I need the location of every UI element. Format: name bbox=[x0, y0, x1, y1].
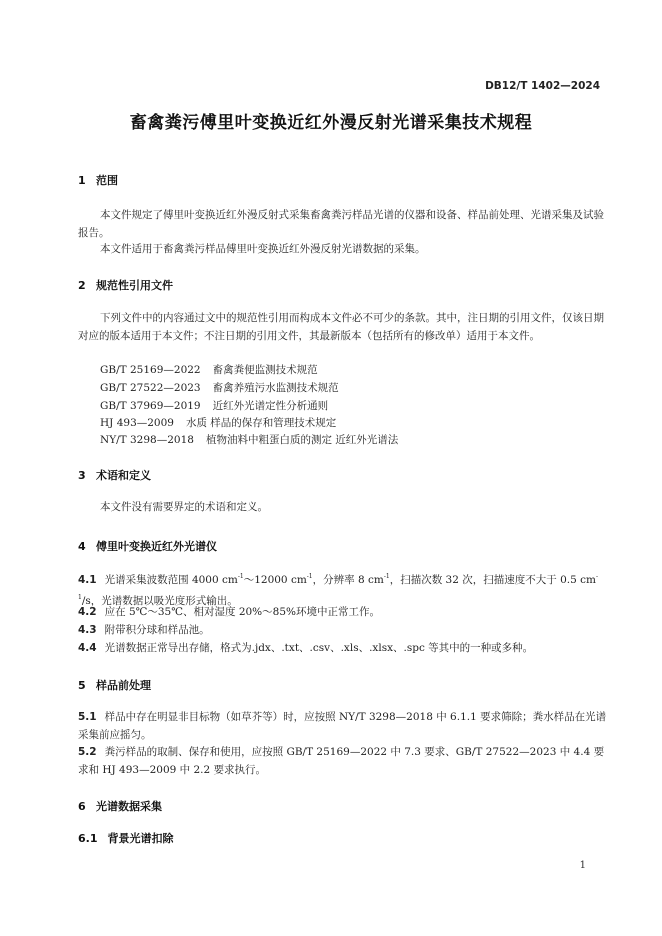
reference-name: 水质 样品的保存和管理技术规定 bbox=[185, 417, 337, 429]
clause-text: ，分辨率 8 cm bbox=[312, 574, 384, 586]
clause-number: 4.2 bbox=[78, 606, 97, 618]
reference-name: 近红外光谱定性分析通则 bbox=[212, 400, 329, 412]
clause-text: ～12000 cm bbox=[243, 574, 307, 586]
subsection-6-1-heading bbox=[78, 830, 174, 846]
reference-code: GB/T 27522—2023 bbox=[100, 382, 201, 394]
standard-code: DB12/T 1402—2024 bbox=[485, 80, 600, 92]
subsection-title: 背景光谱扣除 bbox=[107, 832, 174, 845]
section-number: 5 bbox=[78, 679, 86, 692]
reference-item bbox=[100, 380, 339, 395]
section-title: 傅里叶变换近红外光谱仪 bbox=[96, 540, 217, 553]
clause-number: 4.3 bbox=[78, 624, 97, 636]
reference-item bbox=[100, 362, 318, 377]
scope-paragraph-2: 本文件适用于畜禽粪污样品傅里叶变换近红外漫反射光谱数据的采集。 bbox=[100, 243, 426, 255]
reference-code: GB/T 37969—2019 bbox=[100, 400, 201, 412]
clause-number: 4.4 bbox=[78, 642, 97, 654]
reference-name: 畜禽养殖污水监测技术规范 bbox=[212, 382, 339, 394]
superscript: -1 bbox=[383, 573, 390, 580]
section-2-heading bbox=[78, 277, 173, 293]
section-5-heading bbox=[78, 677, 151, 693]
reference-code: NY/T 3298—2018 bbox=[100, 434, 194, 446]
clause-4-2 bbox=[78, 603, 608, 621]
superscript: -1 bbox=[306, 573, 313, 580]
section-3-heading bbox=[78, 467, 151, 483]
section-6-heading bbox=[78, 798, 162, 814]
clause-5-1 bbox=[78, 708, 608, 744]
terms-paragraph: 本文件没有需要界定的术语和定义。 bbox=[100, 501, 268, 513]
section-1-heading bbox=[78, 172, 118, 188]
document-title: 畜禽粪污傅里叶变换近红外漫反射光谱采集技术规程 bbox=[129, 113, 533, 133]
section-number: 1 bbox=[78, 174, 86, 187]
section-title: 范围 bbox=[96, 174, 118, 187]
clause-number: 5.2 bbox=[78, 746, 97, 758]
clause-text: 样品中存在明显非目标物（如草芥等）时，应按照 NY/T 3298—2018 中 6.1.1 要求筛除；粪水样品在光谱采集前应摇匀。 bbox=[78, 711, 607, 741]
section-number: 2 bbox=[78, 279, 86, 292]
clause-text: 附带积分球和样品池。 bbox=[104, 624, 210, 636]
section-number: 6 bbox=[78, 800, 86, 813]
clause-number: 4.1 bbox=[78, 574, 97, 586]
section-title: 光谱数据采集 bbox=[96, 800, 162, 813]
clause-text: /s，光谱数据以吸光度形式输出。 bbox=[81, 595, 238, 607]
reference-code: GB/T 25169—2022 bbox=[100, 364, 201, 376]
superscript: -1 bbox=[237, 573, 244, 580]
subsection-number: 6.1 bbox=[78, 832, 98, 845]
normative-references-paragraph: 下列文件中的内容通过文中的规范性引用而构成本文件必不可少的条款。其中，注日期的引用文件，仅该日期对应的版本适用于本文件；不注日期的引用文件，其最新版本（包括所有的修改单）适用于本文件。 bbox=[78, 312, 604, 342]
section-number: 4 bbox=[78, 540, 86, 553]
clause-text: 光谱数据正常导出存储，格式为.jdx、.txt、.csv、.xls、.xlsx、.spc 等其中的一种或多种。 bbox=[104, 642, 534, 654]
scope-paragraph-1: 本文件规定了傅里叶变换近红外漫反射式采集畜禽粪污样品光谱的仪器和设备、样品前处理、光谱采集及试验报告。 bbox=[78, 209, 604, 239]
reference-name: 植物油料中粗蛋白质的测定 近红外光谱法 bbox=[205, 434, 399, 446]
clause-text: 光谱采集波数范围 4000 cm bbox=[104, 574, 238, 586]
reference-item bbox=[100, 398, 328, 413]
clause-5-2 bbox=[78, 743, 608, 779]
section-title: 术语和定义 bbox=[96, 469, 151, 482]
clause-4-3 bbox=[78, 621, 608, 639]
section-4-heading bbox=[78, 538, 217, 554]
clause-number: 5.1 bbox=[78, 711, 97, 723]
reference-name: 畜禽粪便监测技术规范 bbox=[212, 364, 318, 376]
clause-text: ，扫描次数 32 次，扫描速度不大于 0.5 cm bbox=[389, 574, 596, 586]
section-title: 样品前处理 bbox=[96, 679, 151, 692]
page-number: 1 bbox=[579, 860, 586, 871]
reference-item bbox=[100, 415, 336, 430]
reference-item bbox=[100, 432, 398, 447]
section-title: 规范性引用文件 bbox=[96, 279, 173, 292]
reference-code: HJ 493—2009 bbox=[100, 417, 174, 429]
section-number: 3 bbox=[78, 469, 86, 482]
superscript: -1 bbox=[78, 573, 598, 601]
clause-4-4 bbox=[78, 639, 608, 657]
clause-text: 粪污样品的取制、保存和使用，应按照 GB/T 25169—2022 中 7.3 要求、GB/T 27522—2023 中 4.4 要求和 HJ 493—2009 中 2.2 要求执行。 bbox=[78, 746, 605, 776]
clause-text: 应在 5℃～35℃、相对湿度 20%～85%环境中正常工作。 bbox=[104, 606, 380, 618]
